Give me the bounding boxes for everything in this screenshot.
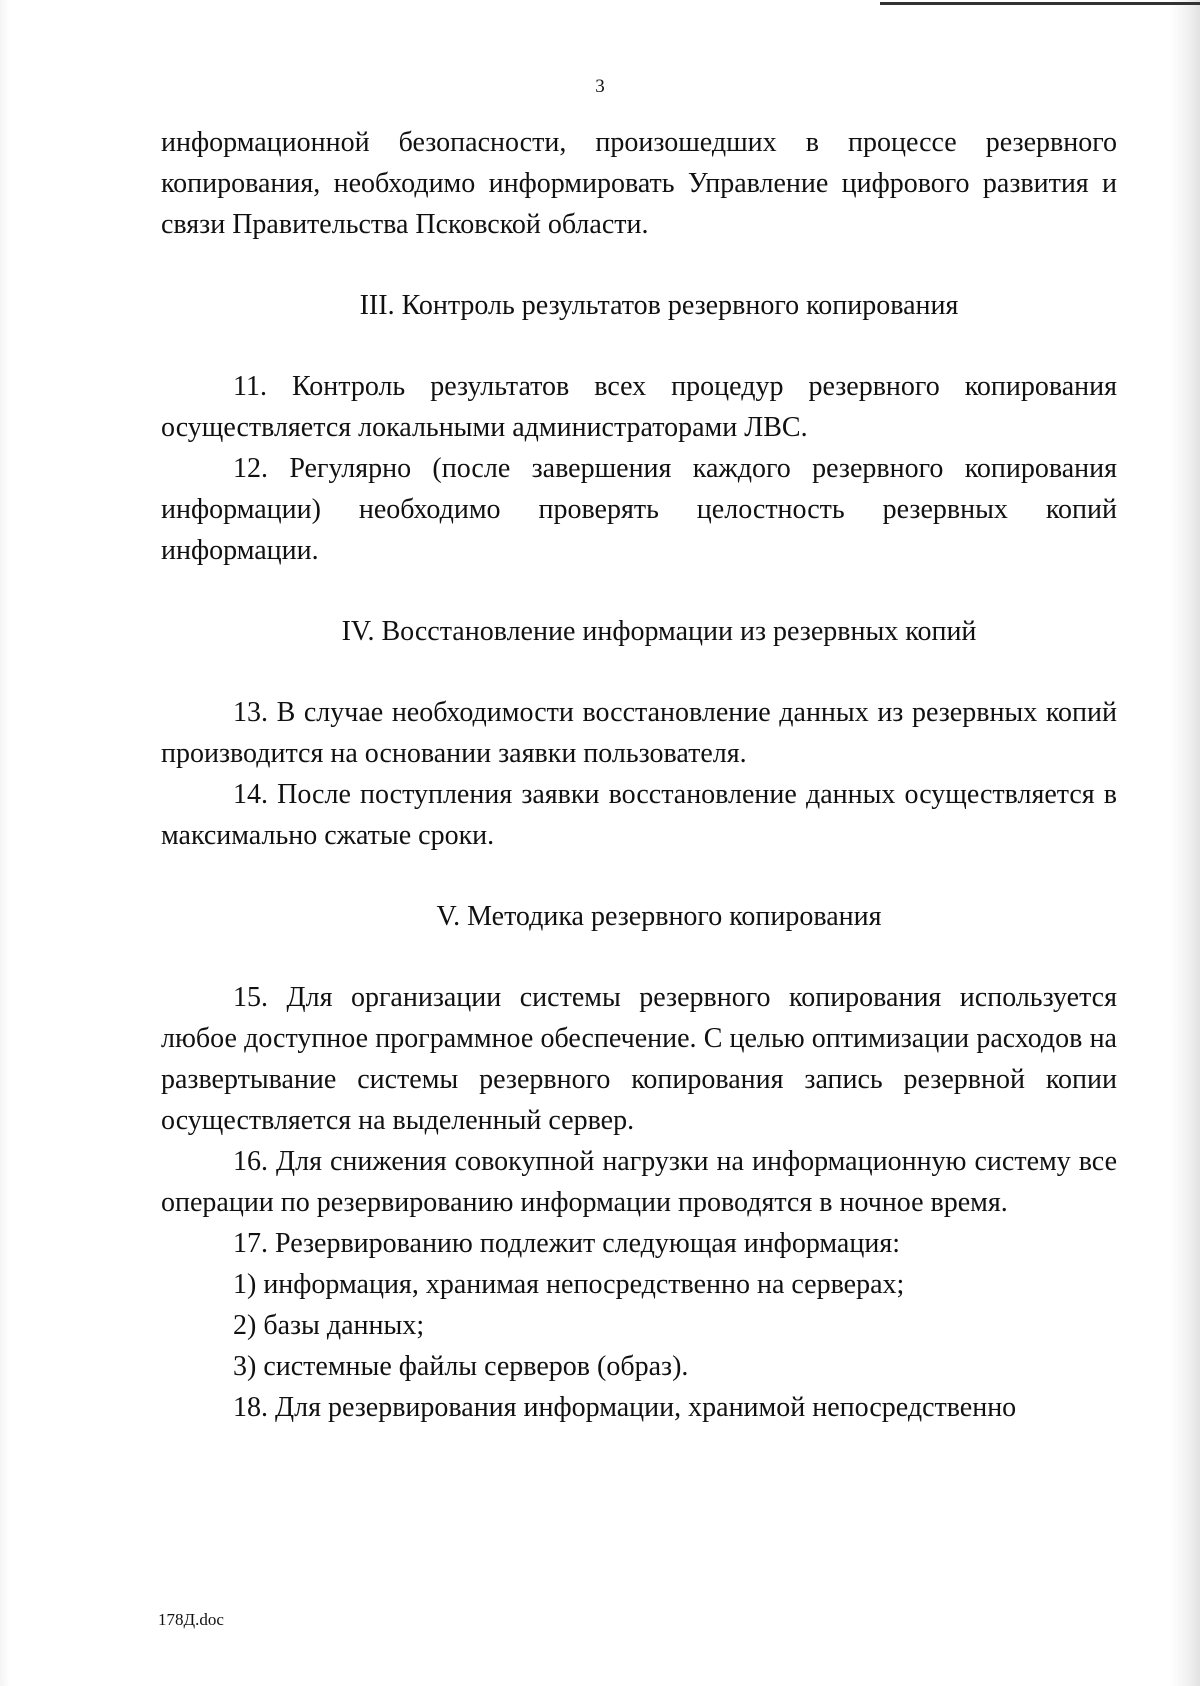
- spacer: [161, 326, 1117, 366]
- scan-edge-left: [0, 0, 10, 1686]
- paragraph-16: 16. Для снижения совокупной нагрузки на информационную систему все операции по резервированию информации проводятся в ночное время.: [161, 1146, 1117, 1218]
- paragraph-17: 17. Резервированию подлежит следующая информация:: [233, 1228, 900, 1259]
- paragraph-18: 18. Для резервирования информации, хранимой непосредственно: [233, 1392, 1017, 1423]
- paragraph-continuation: информационной безопасности, произошедших в процессе резервного копирования, необходимо информировать Управление цифрового развития и связи Правительства Псковской области.: [161, 127, 1117, 240]
- page-number: 3: [595, 76, 605, 97]
- paragraph-12: 12. Регулярно (после завершения каждого резервного копирования информации) необходимо проверять целостность резервных копий информации.: [161, 453, 1117, 566]
- spacer: [161, 652, 1117, 692]
- spacer: [161, 856, 1117, 896]
- scan-top-rule: [880, 2, 1200, 5]
- section-heading-3: III. Контроль результатов резервного копирования: [359, 290, 959, 321]
- list-item-3: 3) системные файлы серверов (образ).: [233, 1351, 689, 1382]
- paragraph-11: 11. Контроль результатов всех процедур резервного копирования осуществляется локальными администраторами ЛВС.: [161, 371, 1117, 443]
- spacer: [161, 245, 1117, 285]
- scan-edge-right: [1170, 0, 1200, 1686]
- document-body: [161, 122, 1117, 1428]
- paragraph-14: 14. После поступления заявки восстановление данных осуществляется в максимально сжатые сроки.: [161, 779, 1117, 851]
- spacer: [161, 571, 1117, 611]
- paragraph-15: 15. Для организации системы резервного копирования используется любое доступное программное обеспечение. С целью оптимизации расходов на развертывание системы резервного копирования запись резервной копии осуществляется на выделенный сервер.: [161, 982, 1117, 1136]
- section-heading-5: V. Методика резервного копирования: [436, 901, 882, 932]
- section-heading-4: IV. Восстановление информации из резервных копий: [341, 616, 977, 647]
- spacer: [161, 937, 1117, 977]
- list-item-2: 2) базы данных;: [233, 1310, 425, 1341]
- list-item-1: 1) информация, хранимая непосредственно на серверах;: [233, 1269, 905, 1300]
- paragraph-13: 13. В случае необходимости восстановление данных из резервных копий производится на основании заявки пользователя.: [161, 697, 1117, 769]
- document-code: 178Д.doc: [158, 1610, 224, 1629]
